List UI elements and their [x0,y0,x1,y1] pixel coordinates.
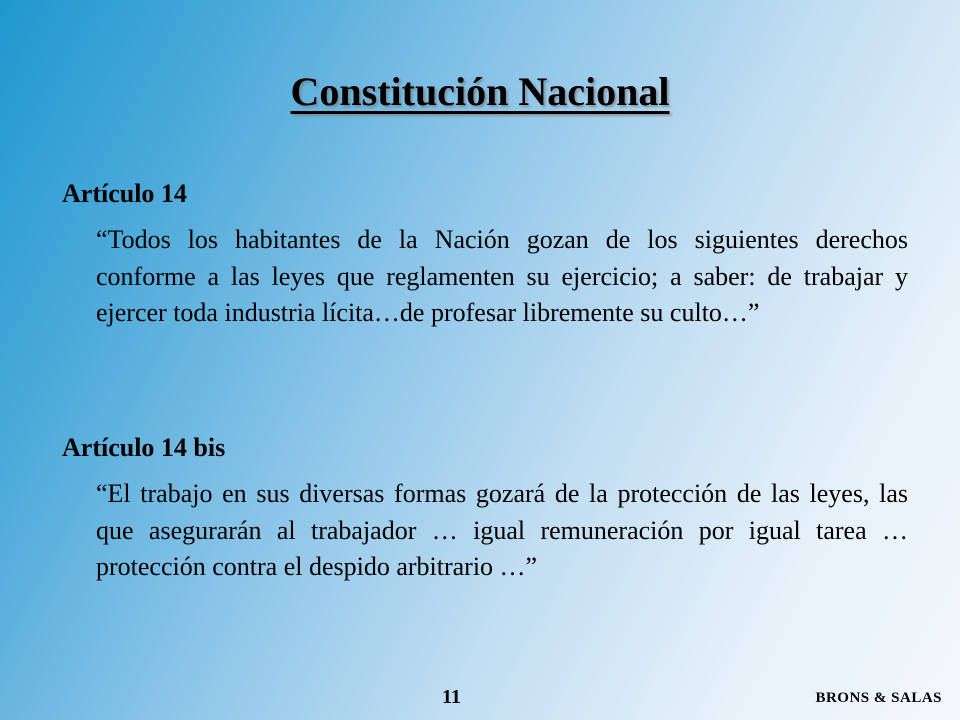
article-quote: “Todos los habitantes de la Nación gozan de los siguientes derechos conforme a las leyes que reglamenten su ejercicio; a saber: de trabajar y ejercer toda industria lícita…de profesar libremente su culto…” [96,225,908,327]
footer-author: BRONS & SALAS [815,690,942,706]
article-heading: Artículo 14 [62,179,187,208]
article-14-bis [62,432,908,586]
slide-title: Constitución Nacional [290,69,670,114]
article-quote: “El trabajo en sus diversas formas gozará de la protección de las leyes, las que asegurarán al trabajador … igual remuneración por igual tarea … protección contra el despido arbitrario …” [96,479,908,581]
article-heading: Artículo 14 bis [62,433,226,462]
page-number: 11 [442,686,461,708]
article-14 [62,178,908,332]
